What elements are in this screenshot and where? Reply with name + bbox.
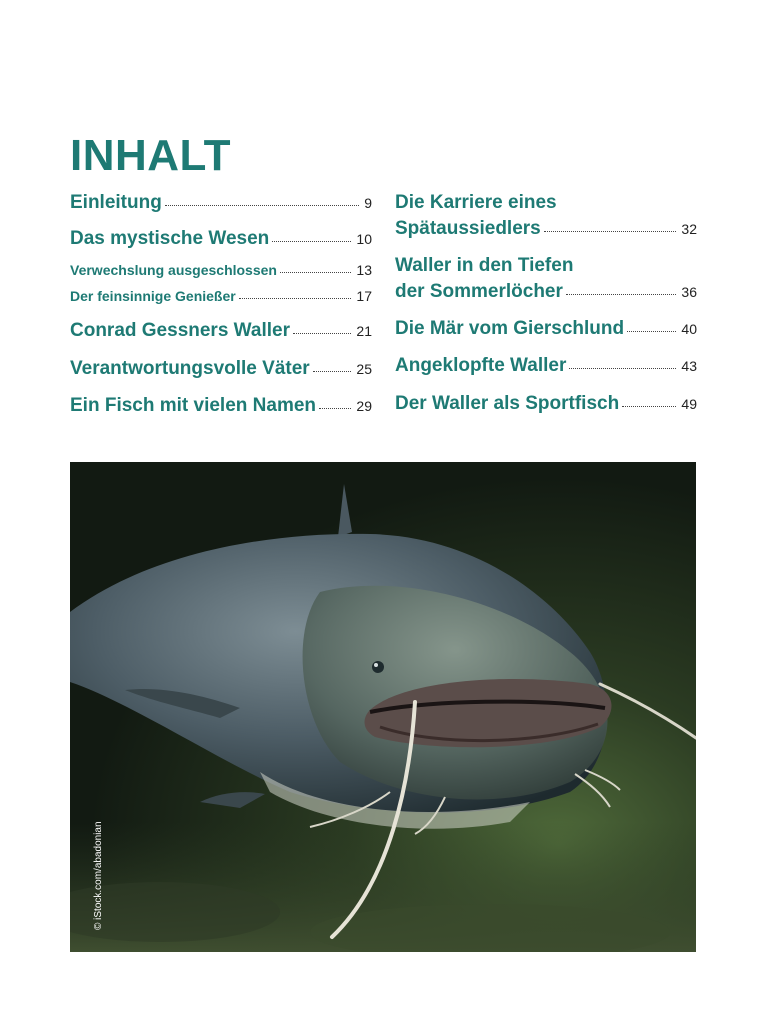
leader-dots <box>272 241 351 242</box>
catfish-illustration <box>70 462 696 952</box>
toc-entry-title-line1: Waller in den Tiefen <box>395 255 574 276</box>
toc-entry[interactable] <box>395 253 697 305</box>
toc-entry-title: Das mystische Wesen <box>70 228 270 249</box>
toc-entry-page: 21 <box>356 323 372 339</box>
leader-dots <box>566 294 677 295</box>
toc-entry[interactable] <box>70 226 372 252</box>
photo-credit: © iStock.com/abadonian <box>93 821 104 930</box>
leader-dots <box>569 368 676 369</box>
toc-entry-page: 36 <box>681 284 697 300</box>
leader-dots <box>544 231 677 232</box>
toc-entry[interactable] <box>70 318 372 344</box>
toc-entry-page: 17 <box>356 288 372 304</box>
toc-entry[interactable] <box>395 353 697 379</box>
toc-entry-title-line1: Die Karriere eines <box>395 192 557 213</box>
catfish-photo <box>70 462 696 952</box>
toc-entry-page: 25 <box>356 361 372 377</box>
toc-entry[interactable] <box>70 286 372 306</box>
leader-dots <box>165 205 359 206</box>
toc-entry[interactable] <box>395 190 697 242</box>
toc-entry[interactable] <box>70 190 372 216</box>
toc-entry-title-line2: Spätaussiedlers <box>395 218 541 239</box>
toc-entry[interactable] <box>70 356 372 382</box>
leader-dots <box>622 406 676 407</box>
toc-entry-title: Die Mär vom Gierschlund <box>395 318 625 339</box>
toc-entry-title: Der Waller als Sportfisch <box>395 393 620 414</box>
leader-dots <box>319 408 351 409</box>
toc-entry-page: 43 <box>681 358 697 374</box>
toc-entry-page: 9 <box>364 195 372 211</box>
toc-entry-page: 32 <box>681 221 697 237</box>
toc-entry-title-line2: der Sommerlöcher <box>395 281 563 302</box>
leader-dots <box>293 333 351 334</box>
toc-entry-title: Einleitung <box>70 192 162 213</box>
toc-entry[interactable] <box>395 391 697 417</box>
toc-entry[interactable] <box>70 260 372 280</box>
toc-entry-title: Conrad Gessners Waller <box>70 320 290 341</box>
toc-heading: INHALT <box>70 131 232 180</box>
toc-entry-page: 40 <box>681 321 697 337</box>
toc-entry[interactable] <box>395 316 697 342</box>
toc-entry-page: 13 <box>356 262 372 278</box>
toc-entry-title: Ein Fisch mit vielen Namen <box>70 395 317 416</box>
leader-dots <box>313 371 352 372</box>
toc-entry-page: 49 <box>681 396 697 412</box>
toc-entry-page: 29 <box>356 398 372 414</box>
leader-dots <box>239 298 352 299</box>
toc-entry[interactable] <box>70 393 372 419</box>
toc-entry-title: Der feinsinnige Genießer <box>70 288 236 304</box>
leader-dots <box>280 272 351 273</box>
toc-entry-title: Verwechslung ausgeschlossen <box>70 262 277 278</box>
toc-entry-title: Verantwortungsvolle Väter <box>70 358 310 379</box>
toc-entry-page: 10 <box>356 231 372 247</box>
leader-dots <box>627 331 676 332</box>
toc-entry-title: Angeklopfte Waller <box>395 355 567 376</box>
